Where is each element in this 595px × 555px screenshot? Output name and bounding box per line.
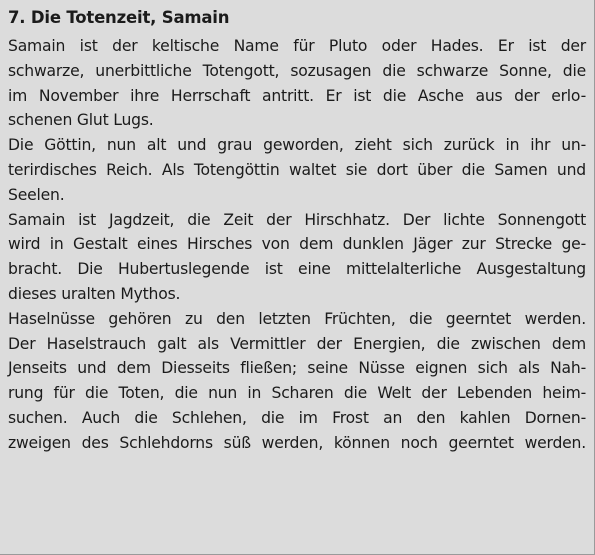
text-line: Samain ist Jagdzeit, die Zeit der Hirschhatz. Der lichte Sonnengott <box>8 210 586 229</box>
text-line: Der Haselstrauch galt als Vermittler der Energien, die zwischen dem <box>8 334 586 353</box>
text-line: rung für die Toten, die nun in Scharen die Welt der Lebenden heim- <box>8 384 586 403</box>
text-line: wird in Gestalt eines Hirsches von dem dunklen Jäger zur Strecke ge- <box>8 235 586 254</box>
text-line: im November ihre Herrschaft antritt. Er ist die Asche aus der erlo- <box>8 86 586 105</box>
text-line: zweigen des Schlehdorns süß werden, können noch geerntet werden. <box>8 433 586 452</box>
section-heading: 7. Die Totenzeit, Samain <box>8 8 230 27</box>
text-line: Jenseits und dem Diesseits fließen; seine Nüsse eignen sich als Nah- <box>8 359 586 378</box>
text-line: terirdisches Reich. Als Totengöttin waltet sie dort über die Samen und <box>8 160 586 179</box>
body-text <box>8 34 586 456</box>
text-line: schwarze, unerbittliche Totengott, sozusagen die schwarze Sonne, die <box>8 61 586 80</box>
text-line: Seelen. <box>8 185 65 204</box>
text-line: Haselnüsse gehören zu den letzten Früchten, die geerntet werden. <box>8 309 586 328</box>
text-line: suchen. Auch die Schlehen, die im Frost an den kahlen Dornen- <box>8 408 586 427</box>
text-line: dieses uralten Mythos. <box>8 284 181 303</box>
text-line: Die Göttin, nun alt und grau geworden, zieht sich zurück in ihr un- <box>8 136 586 155</box>
text-line: schenen Glut Lugs. <box>8 111 154 130</box>
text-line: Samain ist der keltische Name für Pluto oder Hades. Er ist der <box>8 37 586 55</box>
text-line: bracht. Die Hubertuslegende ist eine mittelalterliche Ausgestaltung <box>8 260 586 279</box>
